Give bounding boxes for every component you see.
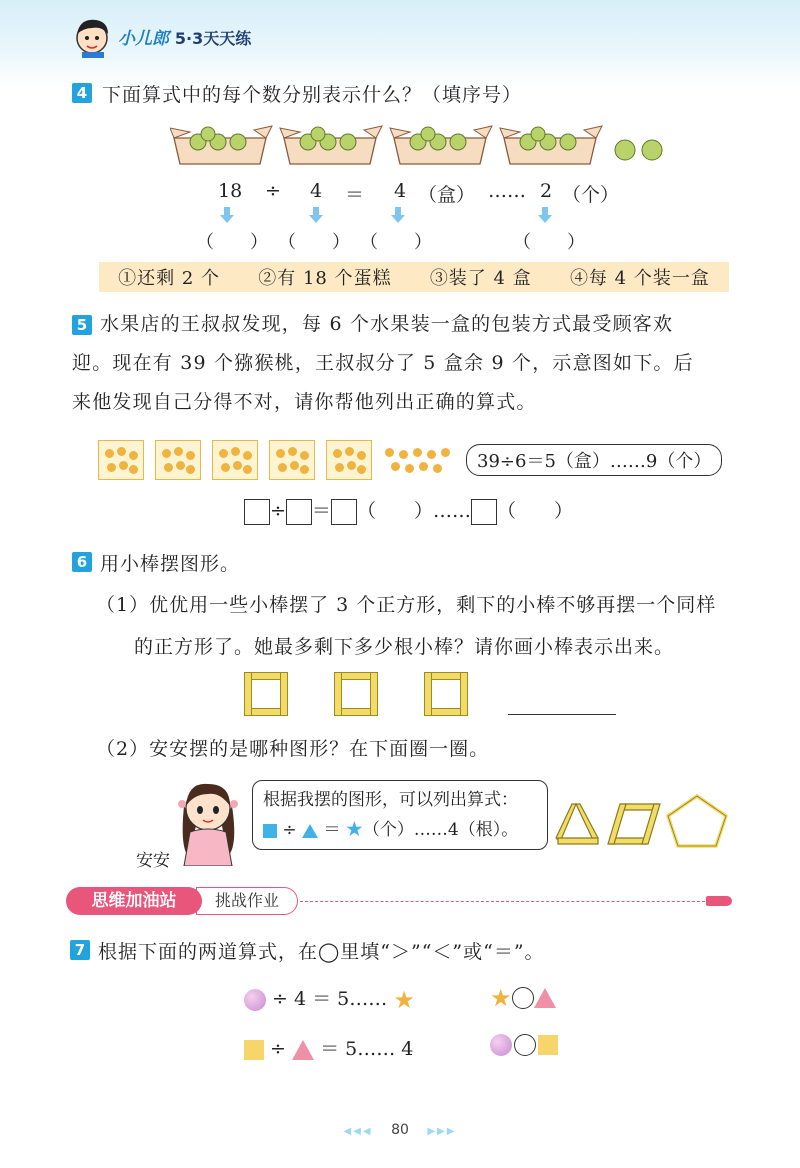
brand-title <box>118 24 251 49</box>
shape-choices <box>554 790 734 850</box>
q4-options <box>99 262 729 292</box>
q4-arrows <box>0 205 800 225</box>
q7-eq2 <box>244 1034 413 1061</box>
triangle-icon <box>302 824 318 838</box>
q5-line-3: 来他发现自己分得不对，请你帮他列出正确的算式。 <box>72 391 537 413</box>
square-icon <box>244 1040 264 1060</box>
q5-text <box>72 305 780 422</box>
eq-divide-sign: ÷ <box>265 180 281 202</box>
answer-box-3[interactable] <box>331 499 357 525</box>
pentagon-shape[interactable] <box>668 796 726 846</box>
bubble-line-1: 根据我摆的图形，可以列出算式： <box>263 790 518 810</box>
stick-square-1 <box>244 672 288 716</box>
page-footer <box>0 1122 800 1138</box>
blank-3[interactable]: （ ） <box>360 232 432 253</box>
eq-ellipsis: …… <box>488 180 526 202</box>
q7-title: 根据下面的两道算式，在◯里填“＞”“＜”或“＝”。 <box>98 941 545 963</box>
option-2: ②有 18 个蛋糕 <box>258 268 392 289</box>
banner-dashline <box>300 901 710 902</box>
answer-line[interactable] <box>508 714 616 715</box>
q5-line-1: 水果店的王叔叔发现，每 6 个水果装一盒的包装方式最受顾客欢 <box>100 313 674 335</box>
speech-bubble <box>252 780 548 850</box>
stick-square-2 <box>334 672 378 716</box>
q6-number: 6 <box>72 552 92 572</box>
bubble-line-2 <box>263 815 537 845</box>
star-icon: ★ <box>345 820 363 840</box>
circle-icon <box>490 1034 512 1056</box>
compare-circle-1[interactable] <box>512 987 534 1009</box>
answer-box-2[interactable] <box>286 499 312 525</box>
blank-2[interactable]: （ ） <box>278 232 350 253</box>
answer-unit-1[interactable]: （ ） <box>356 500 433 522</box>
page-number: 80 <box>391 1122 409 1138</box>
star-icon: ★ <box>393 986 415 1014</box>
star-icon: ★ <box>490 984 512 1012</box>
kiwi-box-1 <box>98 440 144 480</box>
parallelogram-shape[interactable] <box>608 804 660 844</box>
q4-blanks <box>0 228 800 254</box>
square-icon <box>263 824 277 838</box>
eq-unit-piece: （个） <box>562 184 620 206</box>
q4-number: 4 <box>72 83 92 103</box>
eq-quotient: 4 <box>394 180 407 202</box>
kiwi-box-3 <box>212 440 258 480</box>
girl-illustration <box>170 776 250 866</box>
brand-series: 5·3天天练 <box>174 29 252 48</box>
answer-div: ÷ <box>270 500 286 522</box>
brand-name: 小儿郎 <box>118 29 169 49</box>
speaker-name: 安安 <box>136 851 170 871</box>
q6-part2: （2）安安摆的是哪种图形？在下面圈一圈。 <box>96 738 490 760</box>
compare-circle-2[interactable] <box>514 1034 536 1056</box>
eq-dividend: 18 <box>218 180 243 202</box>
stick-square-3 <box>424 672 468 716</box>
circle-icon <box>244 989 266 1011</box>
kiwi-diagram <box>98 440 468 480</box>
q6-title: 用小棒摆图形。 <box>100 553 241 575</box>
banner-subtitle: 挑战作业 <box>196 887 298 915</box>
right-arrows-icon: ▶▶▶ <box>427 1126 457 1137</box>
kiwi-box-5 <box>326 440 372 480</box>
kiwi-box-4 <box>269 440 315 480</box>
eq-unit-box: （盒） <box>418 184 476 206</box>
kiwi-box-2 <box>155 440 201 480</box>
blank-4[interactable]: （ ） <box>513 232 585 253</box>
q6-part1-line2: 的正方形了。她最多剩下多少根小棒？请你画小棒表示出来。 <box>134 636 675 658</box>
option-3: ③装了 4 盒 <box>429 268 532 289</box>
answer-eq: ＝ <box>311 500 331 522</box>
answer-unit-2[interactable]: （ ） <box>496 500 573 522</box>
triangle-icon <box>292 1040 314 1060</box>
triangle-icon <box>534 988 556 1008</box>
cake-boxes-illustration <box>170 120 680 168</box>
boy-mascot <box>70 14 116 58</box>
q7-number: 7 <box>70 940 90 960</box>
q7-eq2-div: ÷ <box>270 1038 286 1060</box>
pencil-icon <box>706 896 732 906</box>
answer-dots: …… <box>432 500 471 522</box>
bubble-div: ÷ <box>282 820 297 840</box>
q5-answer-row <box>244 496 573 525</box>
wrong-equation-chip: 39÷6＝5（盒）……9（个） <box>466 444 722 476</box>
q7-eq1 <box>244 984 415 1014</box>
answer-box-4[interactable] <box>471 499 497 525</box>
eq-equals: ＝ <box>345 184 365 206</box>
q5-line-2: 迎。现在有 39 个猕猴桃，王叔叔分了 5 盒余 9 个，示意图如下。后 <box>72 352 694 374</box>
q7-compare2 <box>490 1034 558 1056</box>
triangle-shape[interactable] <box>556 804 598 844</box>
banner-title: 思维加油站 <box>66 887 202 915</box>
q5-number: 5 <box>72 315 92 335</box>
bubble-eq: ＝ <box>323 820 341 840</box>
eq-divisor: 4 <box>310 180 323 202</box>
option-1: ①还剩 2 个 <box>118 268 221 289</box>
q4-title: 下面算式中的每个数分别表示什么？（填序号） <box>102 84 523 106</box>
q7-eq1-text: ÷ 4 ＝ 5…… <box>272 988 388 1010</box>
bubble-rest: （个）……4（根）。 <box>362 820 519 840</box>
blank-1[interactable]: （ ） <box>196 232 268 253</box>
answer-box-1[interactable] <box>244 499 270 525</box>
eq-remainder: 2 <box>540 180 553 202</box>
stick-squares <box>244 672 474 718</box>
option-4: ④每 4 个装一盒 <box>569 268 710 289</box>
q7-eq2-rest: ＝ 5…… 4 <box>320 1038 414 1060</box>
left-arrows-icon: ◀◀◀ <box>343 1126 373 1137</box>
q7-compare1 <box>490 984 556 1012</box>
q6-part1-line1: （1）优优用一些小棒摆了 3 个正方形，剩下的小棒不够再摆一个同样 <box>96 594 717 616</box>
square-icon <box>538 1035 558 1055</box>
kiwi-remainder <box>383 440 463 480</box>
